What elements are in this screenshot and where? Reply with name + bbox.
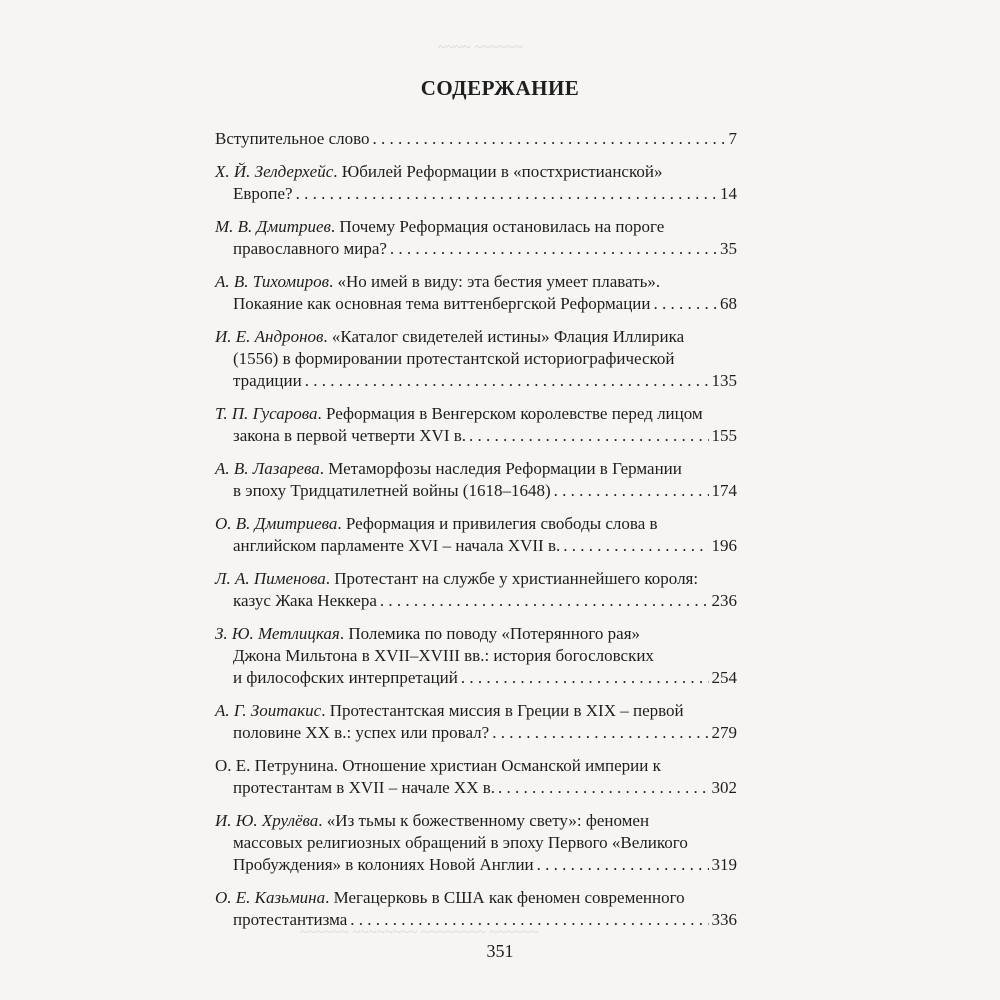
- toc-entry-title-line: Реформация в Венгерском королевстве перед лицом: [326, 404, 703, 423]
- toc-entry-page: 14: [720, 184, 737, 203]
- toc-entry-text: А. Г. Зоитакис. Протестантская миссия в Греции в XIX – первой: [215, 701, 684, 720]
- toc-entry-line: [215, 700, 737, 722]
- toc-entry-line: [215, 480, 737, 502]
- toc-entry-title-line: Мегацерковь в США как феномен современного: [333, 888, 685, 907]
- show-through-text: ~~~~ ~~~~~~: [438, 40, 523, 56]
- toc-entry-title-line: закона в первой четверти XVI в.: [233, 426, 467, 445]
- dot-leader: [498, 777, 708, 799]
- toc-entry-author: Л. А. Пименова: [215, 569, 326, 588]
- toc-entry-text: [215, 755, 661, 777]
- toc-entry-text: З. Ю. Метлицкая. Полемика по поводу «Потерянного рая»: [215, 624, 641, 643]
- dot-leader: [296, 183, 717, 205]
- toc-entry-page: 279: [711, 723, 737, 742]
- toc-entry-title-line: «Каталог свидетелей истины» Флация Иллирика: [331, 327, 685, 346]
- toc-entry-title-line: «Но имей в виду: эта бестия умеет плавать».: [337, 272, 661, 291]
- toc-entry-title-line: православного мира?: [233, 239, 387, 258]
- toc-entry: [215, 700, 737, 744]
- toc-entry-text: Л. А. Пименова. Протестант на службе у христианнейшего короля:: [215, 569, 699, 588]
- toc-entry-text: [233, 722, 489, 744]
- toc-entry-line: [215, 777, 737, 799]
- toc-entry-line: [215, 722, 737, 744]
- dot-leader: [350, 909, 708, 931]
- toc-entry: [215, 458, 737, 502]
- toc-entry-line: [215, 128, 737, 150]
- toc-entry-line: [215, 326, 737, 348]
- toc-entry-text: Т. П. Гусарова. Реформация в Венгерском королевстве перед лицом: [215, 404, 703, 423]
- toc-entry-line: [215, 161, 737, 183]
- dot-leader: [654, 293, 718, 315]
- toc-entry-title-line: Полемика по поводу «Потерянного рая»: [348, 624, 641, 643]
- toc-entry-title-line: Почему Реформация остановилась на пороге: [339, 217, 665, 236]
- toc-entry-line: [215, 590, 737, 612]
- toc-entry: [215, 810, 737, 876]
- toc-entry-page: 135: [711, 371, 737, 390]
- toc-entry-title-line: (1556) в формировании протестантской историографической: [233, 349, 675, 368]
- toc-entry-title-line: Покаяние как основная тема виттенбергской Реформации: [233, 294, 651, 313]
- toc-entry-page: 155: [711, 426, 737, 445]
- dot-leader: [461, 667, 709, 689]
- toc-entry: [215, 403, 737, 447]
- toc-entry-title-line: Протестант на службе у христианнейшего короля:: [334, 569, 699, 588]
- toc-entry-page: 196: [711, 536, 737, 555]
- toc-entry-author: А. В. Тихомиров: [215, 272, 330, 291]
- toc-entry-page: 302: [711, 778, 737, 797]
- toc-entry-title-line: традиции: [233, 371, 302, 390]
- toc-entry-line: [215, 403, 737, 425]
- toc-entry: [215, 216, 737, 260]
- dot-leader: [554, 480, 709, 502]
- toc-entry-text: [233, 370, 302, 392]
- toc-entry-title-line: Протестантская миссия в Греции в XIX – первой: [329, 701, 684, 720]
- toc-entry-text: И. Ю. Хрулёва. «Из тьмы к божественному свету»: феномен: [215, 811, 650, 830]
- toc-entry-author: О. В. Дмитриева: [215, 514, 338, 533]
- toc-entry-line: [215, 887, 737, 909]
- toc-entry-author: О. Е. Казьмина: [215, 888, 326, 907]
- toc-entry-text: [233, 667, 458, 689]
- toc-entry-author: Х. Й. Зелдерхейс: [215, 162, 334, 181]
- page-title: СОДЕРЖАНИЕ: [420, 76, 580, 100]
- toc-entry-text: О. Е. Казьмина. Мегацерковь в США как феномен современного: [215, 888, 685, 907]
- toc-entry-line: [215, 271, 737, 293]
- toc-entry-text: [233, 293, 651, 315]
- toc-entry: [215, 568, 737, 612]
- toc-entry-text: [233, 590, 377, 612]
- toc-entry-text: [233, 854, 534, 876]
- toc-entry-line: [215, 513, 737, 535]
- toc-entry-line: [215, 568, 737, 590]
- toc-entry-page: 7: [728, 129, 737, 148]
- table-of-contents: [215, 128, 737, 942]
- toc-entry-line: [215, 293, 737, 315]
- toc-entry-line: [215, 623, 737, 645]
- toc-entry-text: [233, 238, 387, 260]
- toc-entry-text: [233, 909, 347, 931]
- toc-entry: [215, 623, 737, 689]
- toc-entry-title-line: и философских интерпретаций: [233, 668, 458, 687]
- toc-entry-line: [215, 425, 737, 447]
- dot-leader: [563, 535, 708, 557]
- toc-entry-text: [233, 480, 551, 502]
- toc-entry-line: [215, 854, 737, 876]
- toc-entry: [215, 271, 737, 315]
- page-number: 351: [486, 941, 514, 961]
- dot-leader: [492, 722, 708, 744]
- toc-entry-line: [215, 832, 737, 854]
- toc-entry-text: [233, 425, 466, 447]
- toc-entry-title-line: Вступительное слово: [215, 129, 370, 148]
- toc-entry-line: [215, 238, 737, 260]
- toc-entry-text: А. В. Тихомиров. «Но имей в виду: эта бестия умеет плавать».: [215, 272, 661, 291]
- toc-entry-line: [215, 183, 737, 205]
- toc-entry-author: А. В. Лазарева: [215, 459, 320, 478]
- toc-entry-line: [215, 645, 737, 667]
- toc-entry-line: [215, 458, 737, 480]
- toc-entry-line: [215, 909, 737, 931]
- dot-leader: [537, 854, 709, 876]
- toc-entry-text: О. В. Дмитриева. Реформация и привилегия свободы слова в: [215, 514, 658, 533]
- toc-entry-title-line: Метаморфозы наследия Реформации в Германии: [328, 459, 682, 478]
- dot-leader: [305, 370, 709, 392]
- toc-entry-text: И. Е. Андронов. «Каталог свидетелей истины» Флация Иллирика: [215, 327, 685, 346]
- toc-entry-page: 236: [711, 591, 737, 610]
- toc-entry-text: Х. Й. Зелдерхейс. Юбилей Реформации в «постхристианской»: [215, 162, 663, 181]
- toc-entry-title-line: половине XX в.: успех или провал?: [233, 723, 490, 742]
- toc-entry-text: [233, 535, 560, 557]
- toc-entry-text: [233, 183, 293, 205]
- toc-entry-title-line: казус Жака Неккера: [233, 591, 377, 610]
- toc-entry-text: [215, 128, 370, 150]
- show-through-text: ~~~~~~ ~~~~~~~~ ~~~~~~~~ ~~~~~~: [300, 925, 539, 941]
- toc-entry-title-line: «Из тьмы к божественному свету»: феномен: [326, 811, 650, 830]
- toc-entry-page: 35: [720, 239, 737, 258]
- toc-entry-page: 68: [720, 294, 737, 313]
- toc-entry-title-line: в эпоху Тридцатилетней войны (1618–1648): [233, 481, 551, 500]
- toc-entry-line: [215, 667, 737, 689]
- toc-entry-text: [233, 348, 675, 370]
- toc-entry-line: [215, 216, 737, 238]
- toc-entry: [215, 887, 737, 931]
- toc-entry-title-line: протестантизма: [233, 910, 348, 929]
- toc-entry-author: Т. П. Гусарова: [215, 404, 318, 423]
- toc-entry-line: [215, 370, 737, 392]
- toc-entry-line: [215, 755, 737, 777]
- toc-entry-title-line: Реформация и привилегия свободы слова в: [345, 514, 658, 533]
- toc-entry: [215, 326, 737, 392]
- toc-entry-line: [215, 535, 737, 557]
- dot-leader: [469, 425, 708, 447]
- toc-entry-line: [215, 348, 737, 370]
- toc-entry-text: М. В. Дмитриев. Почему Реформация остановилась на пороге: [215, 217, 665, 236]
- toc-entry-title-line: Юбилей Реформации в «постхристианской»: [341, 162, 663, 181]
- toc-entry-text: [233, 777, 495, 799]
- dot-leader: [380, 590, 709, 612]
- toc-entry-title-line: Европе?: [233, 184, 293, 203]
- toc-entry-page: 174: [711, 481, 737, 500]
- toc-entry-author: И. Е. Андронов: [215, 327, 324, 346]
- toc-entry-text: [233, 832, 688, 854]
- toc-entry-page: 336: [711, 910, 737, 929]
- toc-entry-text: А. В. Лазарева. Метаморфозы наследия Реформации в Германии: [215, 459, 682, 478]
- dot-leader: [373, 128, 726, 150]
- toc-entry-title-line: протестантам в XVII – начале XX в.: [233, 778, 496, 797]
- toc-entry-author: З. Ю. Метлицкая: [215, 624, 340, 643]
- toc-entry-page: 254: [711, 668, 737, 687]
- toc-entry: [215, 755, 737, 799]
- toc-entry-title-line: Джона Мильтона в XVII–XVIII вв.: история богословских: [233, 646, 654, 665]
- toc-entry: [215, 128, 737, 150]
- toc-entry-title-line: английском парламенте XVI – начала XVII в.: [233, 536, 561, 555]
- dot-leader: [390, 238, 717, 260]
- toc-entry-title-line: массовых религиозных обращений в эпоху Первого «Великого: [233, 833, 688, 852]
- toc-entry-line: [215, 810, 737, 832]
- toc-entry-page: 319: [711, 855, 737, 874]
- toc-entry-title-line: Пробуждения» в колониях Новой Англии: [233, 855, 534, 874]
- toc-entry: [215, 513, 737, 557]
- toc-entry-author: А. Г. Зоитакис: [215, 701, 322, 720]
- toc-entry-author: И. Ю. Хрулёва: [215, 811, 319, 830]
- toc-entry-text: [233, 645, 654, 667]
- toc-entry: [215, 161, 737, 205]
- toc-entry-author: М. В. Дмитриев: [215, 217, 331, 236]
- toc-entry-title-line: О. Е. Петрунина. Отношение христиан Османской империи к: [215, 756, 661, 775]
